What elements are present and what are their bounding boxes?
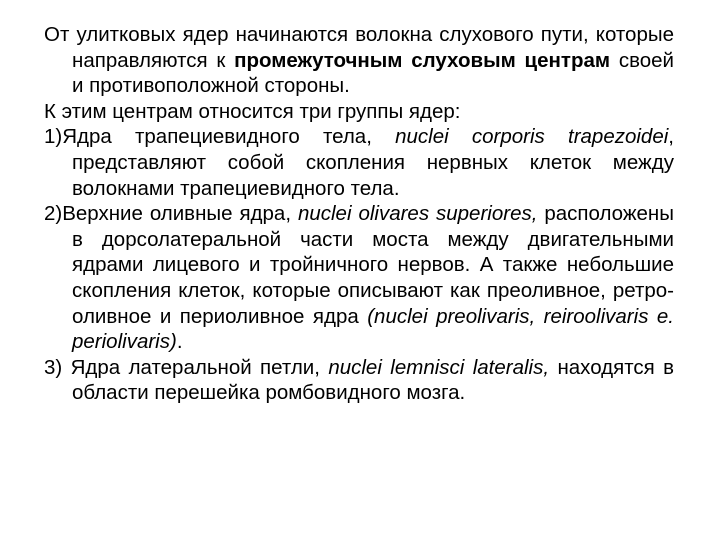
latin-term: nuclei olivares superiores, [297, 202, 538, 226]
text-segment: От улитковых ядер начинаются волокна слухового пути, которые направляются к [44, 23, 674, 72]
paragraph-auditory-pathway [44, 22, 674, 99]
text-segment: расположены в дорсолатеральной части моста между двигательными ядрами лицевого и тройничного нервов. А также небольшие скопления клеток, которые описывают как преоливное, ретро-оливное и периоливное ядра [72, 202, 674, 328]
text-segment: К этим центрам относится три группы ядер: [44, 99, 461, 123]
bold-term: промежуточным слуховым центрам [234, 48, 611, 72]
text-segment: , представляют собой скопления нервных клеток между волокнами трапециевидного тела. [72, 125, 674, 200]
text-segment: 2)Верхние оливные ядра, [44, 202, 298, 226]
paragraph-trapezoid-nuclei [44, 124, 674, 201]
latin-term: nuclei corporis trapezoidei [395, 125, 669, 149]
paragraph-lateral-lemniscus-nuclei [44, 355, 674, 406]
text-segment: . [176, 330, 183, 354]
text-segment: находятся в области перешейка ромбовидного мозга. [72, 355, 674, 405]
text-segment: своей и противоположной стороны. [72, 48, 674, 98]
paragraph-groups-intro [44, 99, 674, 125]
latin-term: (nuclei preolivaris, reiroolivaris e. periolivaris) [72, 304, 674, 354]
text-segment: 3) Ядра латеральной петли, [44, 355, 329, 379]
paragraph-superior-olivary-nuclei [44, 201, 674, 355]
latin-term: nuclei lemnisci lateralis, [328, 355, 550, 379]
text-segment: 1)Ядра трапециевидного тела, [44, 125, 396, 149]
